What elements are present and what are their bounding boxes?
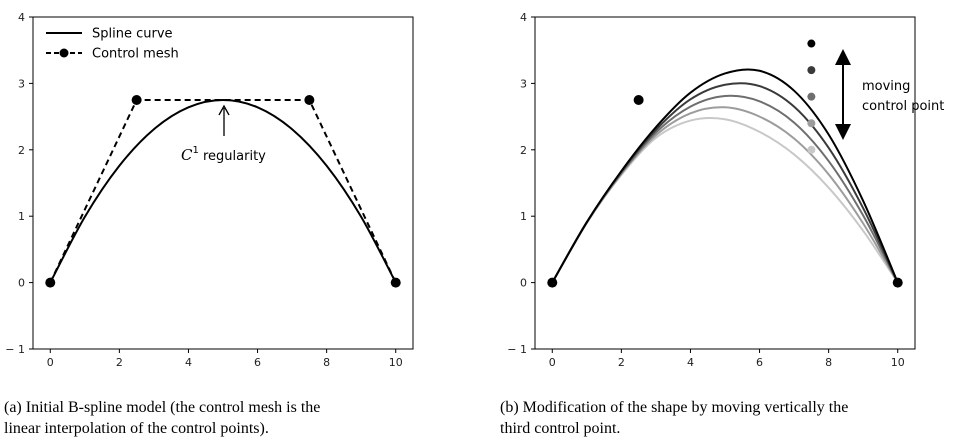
panel-b-ytick-label: − 1 — [507, 343, 527, 356]
moving-control-point — [807, 146, 815, 154]
moving-control-point — [807, 93, 815, 101]
caption-b-line2: third control point. — [500, 420, 621, 437]
legend-mesh-label: Control mesh — [92, 46, 179, 62]
panel-a-xtick-label: 4 — [184, 356, 192, 369]
moving-control-point — [807, 119, 815, 127]
panel-a-xtick-label: 8 — [323, 356, 331, 369]
fixed-control-point — [547, 278, 557, 288]
fixed-control-point — [893, 278, 903, 288]
panel-a-legend — [46, 27, 179, 62]
panel-a-ytick-label: 1 — [18, 210, 25, 224]
caption-a-line2: linear interpolation of the control points). — [4, 420, 269, 437]
panel-a-ytick-label: 0 — [18, 276, 25, 290]
control-point — [304, 95, 314, 105]
panel-b-xtick-label: 0 — [548, 356, 556, 369]
moving-control-point — [807, 40, 815, 48]
legend-spline-label: Spline curve — [92, 26, 173, 42]
caption-a — [4, 397, 320, 439]
panel-b-ytick-label: 4 — [520, 11, 527, 24]
panel-a-series — [45, 95, 400, 288]
panel-b-frame — [535, 17, 915, 349]
panel-a-frame — [33, 17, 413, 349]
spline-variant-curve — [552, 118, 897, 283]
regularity-label: $C^1$ $_{regularity}$ — [181, 145, 266, 164]
moving-point-annotation — [835, 49, 944, 140]
panel-a-xtick-label: 2 — [115, 356, 123, 369]
moving-label-line1: moving — [862, 79, 911, 94]
panel-b-ytick-label: 1 — [520, 210, 527, 224]
panel-a-ytick-label: 2 — [18, 143, 25, 157]
legend-mesh-marker — [60, 49, 69, 58]
double-arrow-down-head — [835, 124, 851, 140]
panel-a-ytick-label: − 1 — [5, 343, 25, 356]
panel-b-ytick-label: 2 — [520, 143, 527, 157]
panel-a-ytick-label: 4 — [18, 11, 25, 24]
panel-b-ytick-label: 0 — [520, 276, 527, 290]
panel-b-series — [547, 40, 902, 288]
moving-label-line2: control point — [862, 99, 945, 114]
panel-b-chart — [507, 11, 944, 369]
spline-variant-curve — [552, 83, 897, 282]
moving-control-point — [807, 66, 815, 74]
double-arrow-up-head — [835, 49, 851, 65]
control-point — [132, 95, 142, 105]
panel-a-ytick-label: 3 — [18, 77, 25, 91]
fixed-control-point — [634, 95, 644, 105]
caption-b — [500, 397, 848, 439]
caption-a-line1: (a) Initial B-spline model (the control mesh is the — [4, 399, 321, 416]
panel-a-chart — [5, 11, 413, 369]
regularity-annotation — [181, 106, 266, 164]
panel-b-xtick-label: 8 — [825, 356, 833, 369]
panel-b-xtick-label: 6 — [756, 356, 764, 369]
spline-curve-line — [50, 100, 395, 283]
control-point — [391, 278, 401, 288]
panel-b-xtick-label: 10 — [890, 356, 905, 369]
panel-b-xtick-label: 2 — [617, 356, 625, 369]
panel-b-xtick-label: 4 — [686, 356, 694, 369]
caption-b-line1: (b) Modification of the shape by moving vertically the — [500, 399, 849, 416]
panel-a-xtick-label: 6 — [254, 356, 262, 369]
spline-variant-curve — [552, 96, 897, 283]
control-mesh-line — [50, 100, 395, 283]
panel-a-xtick-label: 10 — [388, 356, 403, 369]
panel-b-ytick-label: 3 — [520, 77, 527, 91]
control-point — [45, 278, 55, 288]
panel-a-xtick-label: 0 — [46, 356, 54, 369]
